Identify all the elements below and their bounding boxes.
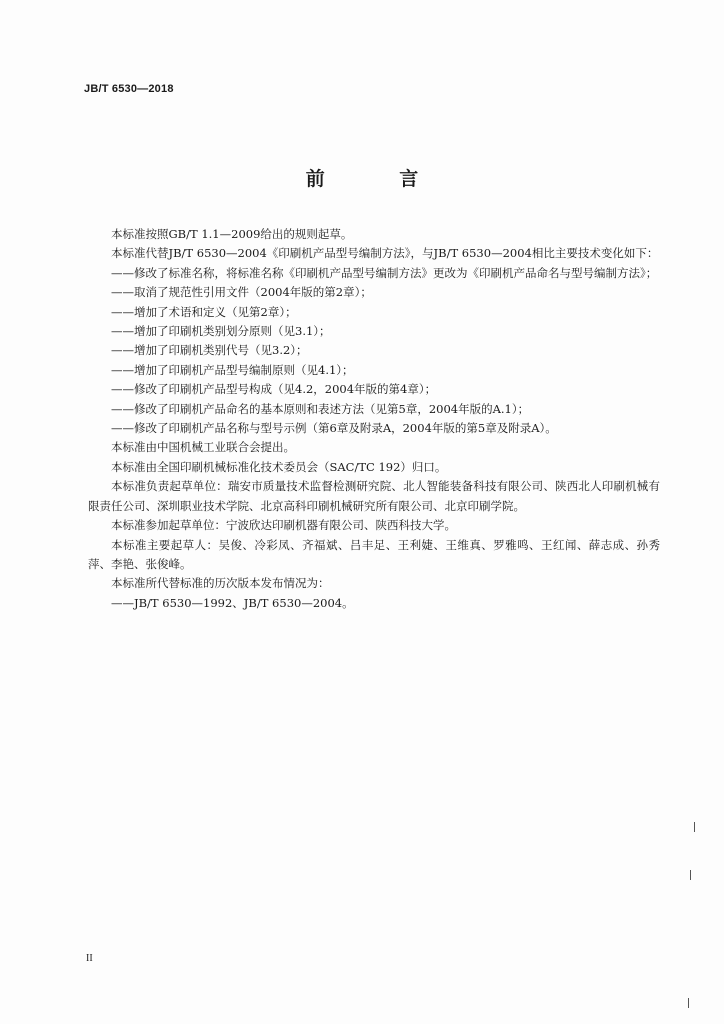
paragraph-participating-units: 本标准参加起草单位：宁波欣达印刷机器有限公司、陕西科技大学。: [111, 518, 456, 533]
change-item: ——增加了印刷机类别划分原则（见3.1）；: [111, 324, 331, 339]
scan-mark: [694, 822, 695, 832]
change-item: ——增加了印刷机产品型号编制原则（见4.1）；: [111, 362, 354, 377]
paragraph-history-intro: 本标准所代替标准的历次版本发布情况为：: [111, 576, 330, 591]
change-item: ——取消了规范性引用文件（2004年版的第2章）；: [111, 285, 372, 300]
paragraph-proposed-by: 本标准由中国机械工业联合会提出。: [111, 440, 295, 455]
foreword-body: [88, 225, 660, 613]
scan-mark: [688, 998, 689, 1008]
page-title: 前 言: [305, 168, 453, 190]
paragraph-drafters: 本标准主要起草人：吴俊、冷彩凤、齐福斌、吕丰足、王利婕、王维真、罗雅鸣、王红闻、薛志成、孙秀萍、李艳、张俊峰。: [88, 537, 660, 571]
page-number: II: [86, 953, 93, 964]
change-item: ——增加了印刷机类别代号（见3.2）；: [111, 343, 308, 358]
standard-code: JB/T 6530—2018: [84, 83, 174, 95]
change-item: ——修改了印刷机产品命名的基本原则和表述方法（见第5章，2004年版的A.1）；: [111, 401, 530, 416]
change-item: ——修改了标准名称，将标准名称《印刷机产品型号编制方法》更改为《印刷机产品命名与型号编制方法》；: [111, 265, 658, 280]
paragraph-replaces: 本标准代替JB/T 6530—2004《印刷机产品型号编制方法》，与JB/T 6530—2004相比主要技术变化如下：: [111, 246, 659, 261]
paragraph-administered-by: 本标准由全国印刷机械标准化技术委员会（SAC/TC 192）归口。: [111, 459, 447, 474]
paragraph-rules: 本标准按照GB/T 1.1—2009给出的规则起草。: [111, 227, 353, 241]
paragraph-drafting-units: 本标准负责起草单位：瑞安市质量技术监督检测研究院、北人智能装备科技有限公司、陕西北人印刷机械有限责任公司、深圳职业技术学院、北京高科印刷机械研究所有限公司、北京印刷学院。: [88, 479, 660, 513]
change-item: ——修改了印刷机产品名称与型号示例（第6章及附录A，2004年版的第5章及附录A）。: [111, 421, 557, 436]
change-item: ——修改了印刷机产品型号构成（见4.2，2004年版的第4章）；: [111, 382, 437, 397]
scan-mark: [690, 870, 691, 880]
change-item: ——增加了术语和定义（见第2章）；: [111, 304, 297, 319]
history-item: ——JB/T 6530—1992、JB/T 6530—2004。: [111, 595, 354, 610]
